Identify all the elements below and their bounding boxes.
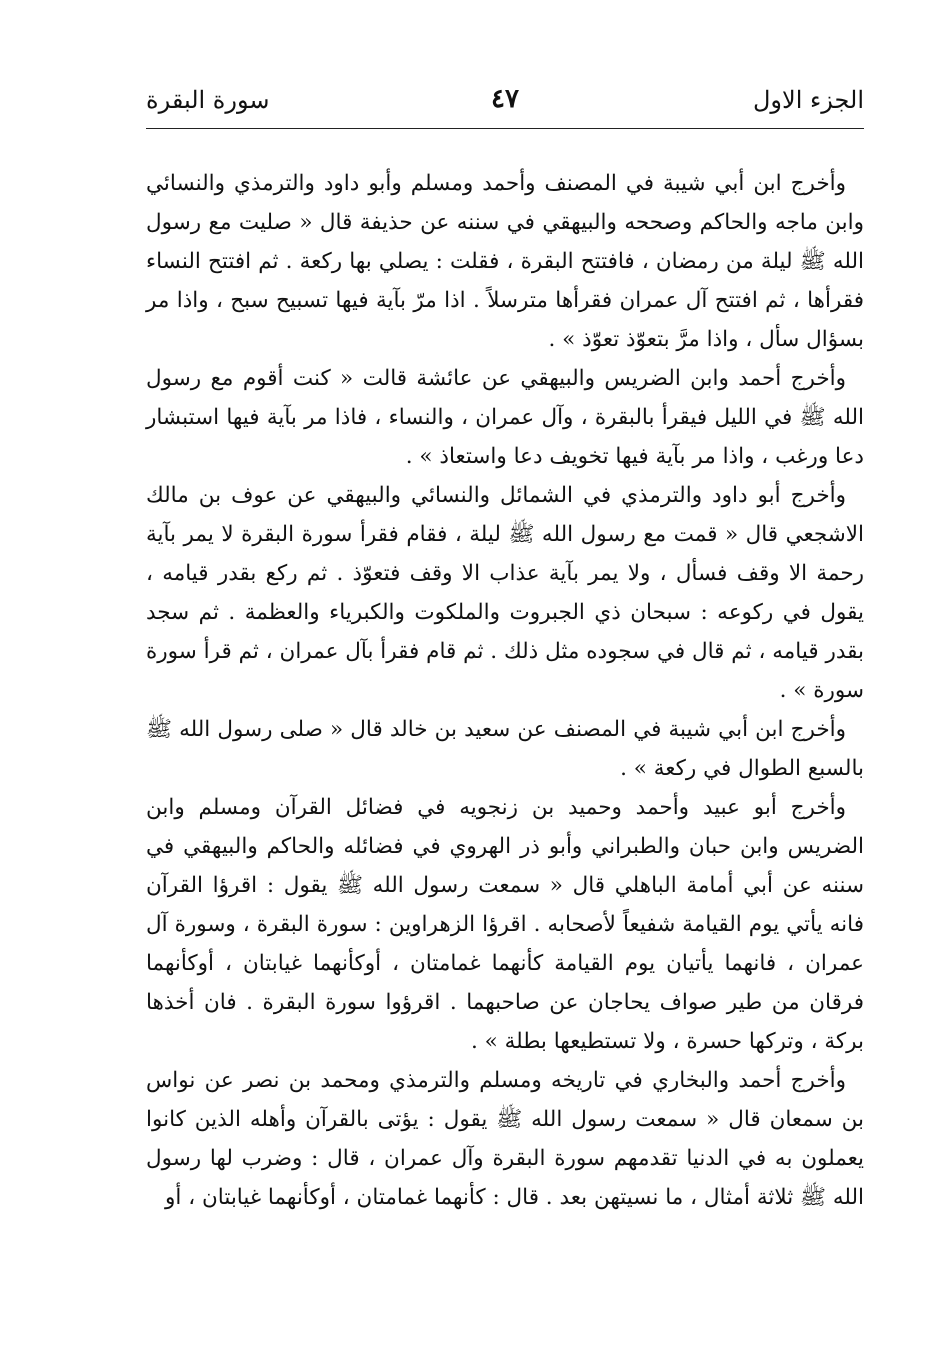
paragraph-1: وأخرج ابن أبي شيبة في المصنف وأحمد ومسلم وأبو داود والترمذي والنسائي وابن ماجه والحاكم وصححه والبيهقي في سننه عن حذيفة قال « صليت مع رسول الله ﷺ ليلة من رمضان ، فافتتح البقرة ، فقلت : يصلي بها ركعة . ثم افتتح النساء فقرأها ، ثم افتتح آل عمران فقرأها مترسلاً . اذا مرّ بآية فيها تسبيح سبح ، واذا مر بسؤال سأل ، واذا مرَّ بتعوّذ تعوّذ » . <box>146 171 864 352</box>
paragraph-5: وأخرج أبو عبيد وأحمد وحميد بن زنجويه في فضائل القرآن ومسلم وابن الضريس وابن حبان والطبراني وأبو ذر الهروي في فضائله والحاكم والبيهقي في سننه عن أبي أمامة الباهلي قال « سمعت رسول الله ﷺ يقول : اقرؤا القرآن فانه يأتي يوم القيامة شفيعاً لأصحابه . اقرؤا الزهراوين : سورة البقرة ، وسورة آل عمران ، فانهما يأتيان يوم القيامة كأنهما غمامتان ، أوكأنهما غيابتان ، أوكأنهما فرقان من طير صواف يحاجان عن صاحبهما . اقرؤوا سورة البقرة . فان أخذها بركة ، وتركها حسرة ، ولا تستطيعها بطلة » . <box>146 795 864 1054</box>
paragraph-6: وأخرج أحمد والبخاري في تاريخه ومسلم والترمذي ومحمد بن نصر عن نواس بن سمعان قال « سمعت رسول الله ﷺ يقول : يؤتى بالقرآن وأهله الذين كانوا يعملون به في الدنيا تقدمهم سورة البقرة وآل عمران ، قال : وضرب لها رسول الله ﷺ ثلاثة أمثال ، ما نسيتهن بعد . قال : كأنهما غمامتان ، أوكأنهما غيابتان ، أو <box>146 1068 864 1210</box>
header-divider <box>146 128 864 129</box>
paragraph-3: وأخرج أبو داود والترمذي في الشمائل والنسائي والبيهقي عن عوف بن مالك الاشجعي قال « قمت مع رسول الله ﷺ ليلة ، فقام فقرأ سورة البقرة لا يمر بآية رحمة الا وقف فسأل ، ولا يمر بآية عذاب الا وقف فتعوّذ . ثم ركع بقدر قيامه ، يقول في ركوعه : سبحان ذي الجبروت والملكوت والكبرياء والعظمة . ثم سجد بقدر قيامه ، ثم قال في سجوده مثل ذلك . ثم قام فقرأ بآل عمران ، ثم قرأ سورة سورة » . <box>146 483 864 703</box>
paragraph-4: وأخرج ابن أبي شيبة في المصنف عن سعيد بن خالد قال « صلى رسول الله ﷺ بالسبع الطوال في ركعة » . <box>146 717 864 781</box>
header-part-label: الجزء الاول <box>752 86 864 114</box>
page-header <box>146 82 864 126</box>
page-number: ٤٧ <box>491 84 519 114</box>
paragraph-2: وأخرج أحمد وابن الضريس والبيهقي عن عائشة قالت « كنت أقوم مع رسول الله ﷺ في الليل فيقرأ بالبقرة ، وآل عمران ، والنساء ، فاذا مر بآية فيها استبشار دعا ورغب ، واذا مر بآية فيها تخويف دعا واستعاذ » . <box>146 366 864 469</box>
page-body <box>146 164 864 1217</box>
header-surah-label: سورة البقرة <box>146 86 270 114</box>
